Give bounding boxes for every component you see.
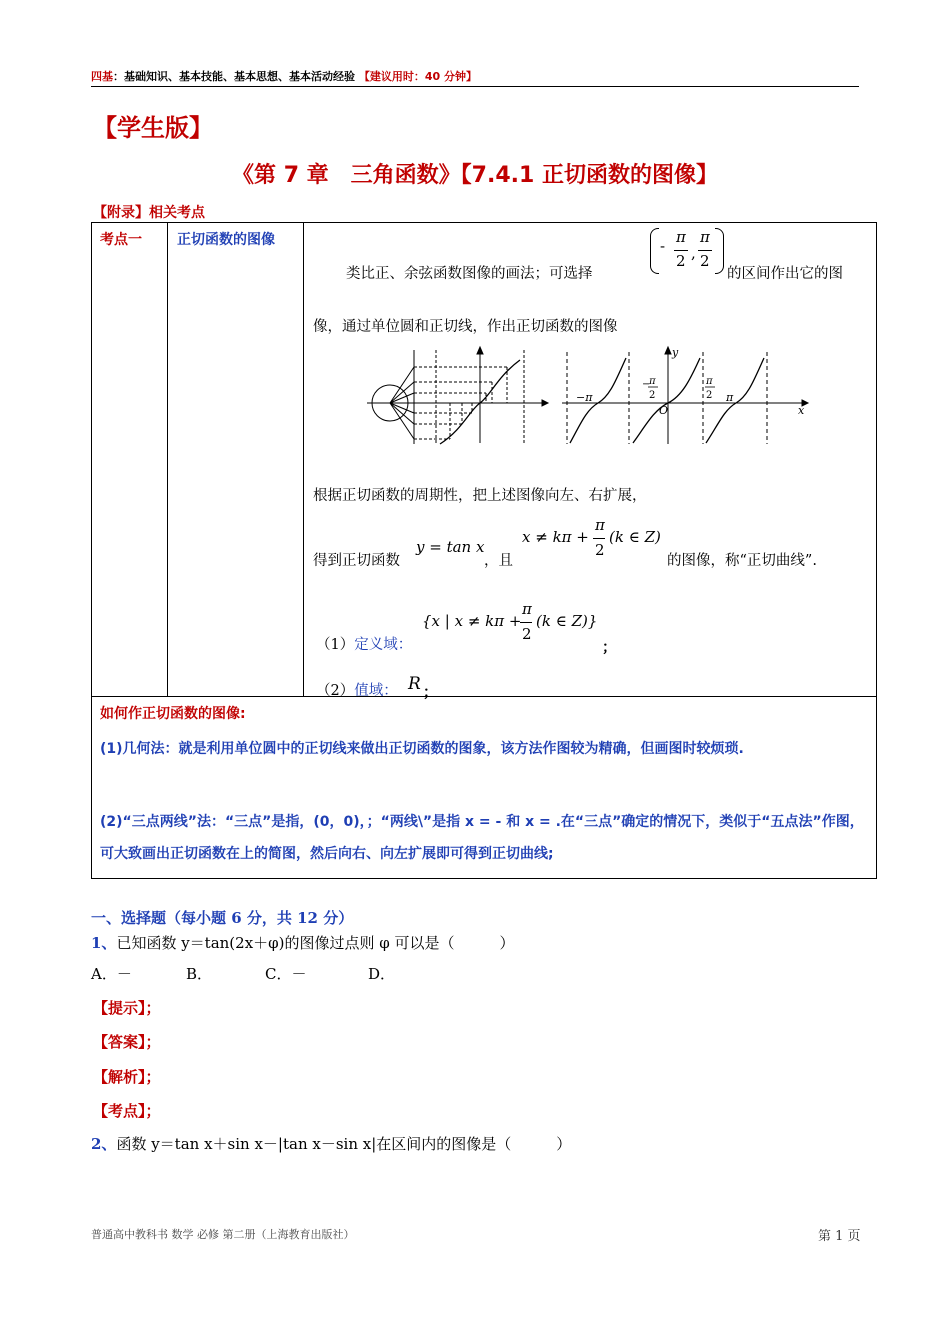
page-header <box>91 68 477 84</box>
cond-den: 2 <box>595 541 605 559</box>
label-y: y <box>672 346 679 359</box>
range-label: （2） <box>316 683 355 699</box>
tan-branch-2 <box>633 358 700 443</box>
row-divider <box>91 696 877 697</box>
appendix-heading: 【附录】相关考点 <box>93 205 205 221</box>
domain-set-b: (k ∈ Z)} <box>536 612 598 630</box>
footer-left: 普通高中教科书 数学 必修 第二册（上海教育出版社） <box>91 1228 355 1241</box>
domain-set <box>422 600 612 648</box>
how-para-2: (2)“三点两线”法：“三点”是指，(0，0)，；“两线\”是指 x = - 和 x = .在“三点”确定的情况下，类似于“五点法”作图，可大致画出正切函数在上的简图，然后向右、向左扩展即可得到正切曲线; <box>100 814 864 862</box>
question-2 <box>91 1133 571 1154</box>
kp-label: 考点一 <box>100 232 142 248</box>
col-divider-2 <box>303 222 304 696</box>
kp-name: 正切函数的图像 <box>177 232 275 248</box>
cond-x: x ≠ kπ + <box>522 528 589 546</box>
header-items: ：基础知识、基本技能、基本思想、基本活动经验 <box>113 70 355 83</box>
label-half-den: 2 <box>706 390 713 401</box>
domain-text: 定义域 <box>354 637 398 653</box>
q1-number: 1、 <box>91 934 117 952</box>
label-pi: π <box>726 391 734 404</box>
kp-para3-a: 得到正切函数 <box>313 553 400 569</box>
q1-option-b: B． <box>186 965 213 983</box>
range-value: R <box>408 674 421 694</box>
page-title: 《第 7 章 三角函数》【7.4.1 正切函数的图像】 <box>232 163 718 188</box>
interval-den-2: 2 <box>700 252 710 270</box>
q1-option-a: A．－ <box>91 965 132 983</box>
kp-para1-b: 的区间作出它的图 <box>727 266 843 282</box>
kp-para3-b: ，且 <box>484 553 513 569</box>
label-neg-pi: −π <box>576 391 593 404</box>
range-text: 值域 <box>354 683 384 699</box>
label-neg-sign: − <box>642 379 651 390</box>
page-number: 第 1 页 <box>818 1229 861 1244</box>
label-neg-half-num: π <box>649 376 656 387</box>
q1-option-c: C．－ <box>265 965 307 983</box>
cond-k: (k ∈ Z) <box>609 528 661 546</box>
frac-bar-2 <box>698 250 712 251</box>
left-paren <box>650 228 659 274</box>
q2-number: 2、 <box>91 1135 117 1153</box>
hint-tag: 【提示】； <box>93 999 161 1017</box>
q2-text: 函数 y＝tan x＋sin x－|tan x－sin x|在区间内的图像是（ ） <box>116 1135 572 1153</box>
col-divider-1 <box>167 222 168 696</box>
cond-bar <box>593 538 605 539</box>
analysis-tag: 【解析】； <box>93 1068 161 1086</box>
answer-tag: 【答案】； <box>93 1033 161 1051</box>
domain-label: （1） <box>316 637 355 653</box>
header-prefix: 四基 <box>91 70 113 83</box>
label-origin: O <box>659 404 669 417</box>
domain-semi: ； <box>602 639 617 656</box>
interval-num-1: π <box>676 228 686 246</box>
kp-para1-c: 像，通过单位圆和正切线，作出正切函数的图像 <box>313 319 618 335</box>
kp-para2: 根据正切函数的周期性，把上述图像向左、右扩展， <box>313 488 647 504</box>
kp-func: y = tan x <box>416 538 485 556</box>
tangent-graph <box>362 340 822 450</box>
interval-num-2: π <box>700 228 710 246</box>
range-semi: ； <box>423 684 438 701</box>
domain-bar <box>520 622 532 623</box>
header-rule <box>91 86 859 87</box>
how-para-1: (1)几何法：就是利用单位圆中的正切线来做出正切函数的图象，该方法作图较为精确，但画图时较烦琐. <box>100 741 744 757</box>
label-half-num: π <box>706 376 713 387</box>
interval-den-1: 2 <box>676 252 686 270</box>
frac-bar-1 <box>674 250 688 251</box>
cond-num: π <box>595 516 605 534</box>
how-title: 如何作正切函数的图像: <box>100 706 246 722</box>
q1-text: 已知函数 y＝tan(2x＋φ)的图像过点则 φ 可以是（ ） <box>116 934 515 952</box>
student-label: 【学生版】 <box>93 114 213 142</box>
domain-colon: ： <box>397 637 413 653</box>
range-line <box>316 679 398 700</box>
domain-set-a: {x | x ≠ kπ + <box>422 612 522 630</box>
label-x: x <box>798 404 805 417</box>
right-paren <box>715 228 724 274</box>
tan-branch-3 <box>706 358 764 443</box>
kp-para1-a: 类比正、余弦函数图像的画法；可选择 <box>346 266 593 282</box>
interval-comma: , <box>691 244 696 262</box>
kp-para3-c: 的图像，称“正切曲线”. <box>667 553 817 569</box>
question-1 <box>91 932 515 953</box>
domain-line <box>316 633 412 654</box>
range-colon: ： <box>383 683 398 699</box>
interval-expression <box>650 226 724 276</box>
header-time: 【建议用时：40 分钟】 <box>358 70 477 83</box>
point-tag: 【考点】； <box>93 1102 161 1120</box>
section-heading: 一、选择题（每小题 6 分，共 12 分） <box>91 909 354 927</box>
condition-expression <box>522 516 667 564</box>
domain-den: 2 <box>522 625 532 643</box>
domain-num: π <box>522 600 532 618</box>
label-neg-half-den: 2 <box>649 390 656 401</box>
q1-option-d: D． <box>368 965 396 983</box>
interval-minus: - <box>660 237 666 255</box>
